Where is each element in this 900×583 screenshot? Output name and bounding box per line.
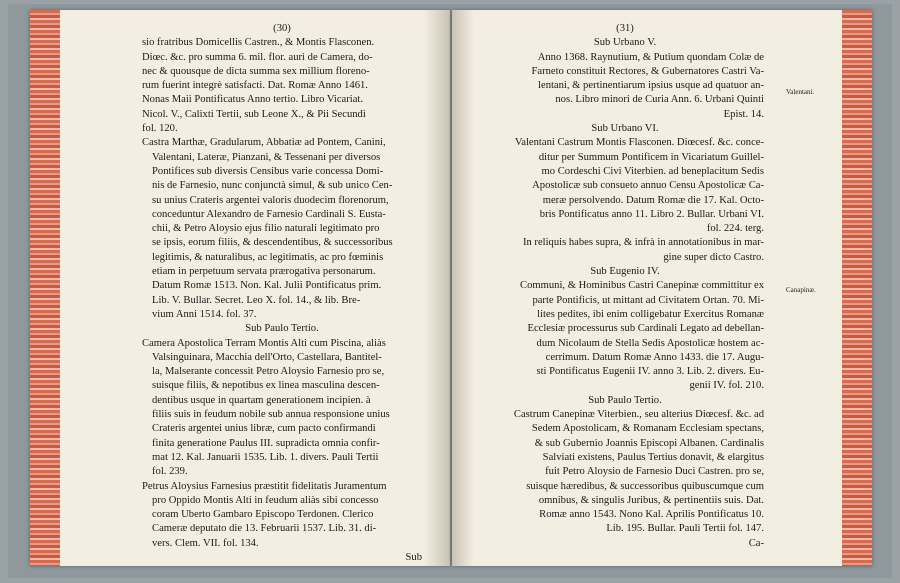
text-line: In reliquis habes supra, & infrà in annotationibus in mar- (522, 237, 764, 249)
right-page-red-edge (842, 10, 872, 566)
text-line: bris Pontificatus anno 11. Libro 2. Bullar. Urbani VI. (539, 208, 764, 220)
text-line: suisque hæredibus, & successoribus quibuscumque cum (526, 480, 764, 492)
text-line: sti Pontificatus Eugenii IV. anno 3. Lib. 2. divers. Eu- (536, 366, 764, 378)
text-line: gine super dicto Castro. (663, 251, 764, 263)
text-line: fuit Petro Aloysio de Farnesio Duci Castren. pro se, (545, 466, 764, 478)
text-line: Diœc. &c. pro summa 6. mil. flor. auri de Camera, do- (142, 51, 373, 63)
text-line: Valentani Castrum Montis Flasconen. Diœcesf. &c. conce- (514, 137, 764, 149)
text-line: ditur per Summum Pontificem in Vicariatum Guillel- (538, 151, 764, 163)
text-line: dum Nicolaum de Stella Sedis Apostolicæ hostem ac- (536, 337, 764, 349)
page-number: (31) (616, 23, 634, 34)
text-line: Sub Eugenio IV. (590, 266, 660, 278)
text-line: su unius Crateris argentei valoris duodecim florenorum, (152, 194, 389, 206)
text-line: Salviati existens, Paulus Tertius donavit, & elargitus (542, 451, 764, 463)
text-line: Cameræ deputato die 13. Februarii 1537. Lib. 31. di- (152, 523, 377, 535)
text-line: dentibus usque in quartam generationem incipien. à (152, 394, 371, 406)
margin-note: Valentani. (786, 88, 815, 96)
text-line: cerrimum. Datum Romæ Anno 1433. die 17. Augu- (545, 351, 764, 363)
text-line: Datum Romæ 1513. Non. Kal. Julii Pontificatus prim. (152, 280, 382, 292)
text-line: Castra Marthæ, Gradularum, Abbatiæ ad Pontem, Canini, (142, 137, 386, 149)
text-line: meræ persolvendo. Datum Romæ die 17. Kal. Octo- (542, 194, 764, 206)
gutter-shadow (452, 10, 474, 566)
text-line: lites pedites, ibi enim colligebatur Exercitus Romanæ (537, 308, 764, 320)
left-page-red-edge (30, 10, 60, 566)
text-line: nos. Libro minori de Curia Ann. 6. Urbani Quinti (555, 94, 764, 106)
text-line: Valentani, Lateræ, Pianzani, & Tessenani per diversos (152, 151, 381, 163)
catchword: Ca- (748, 537, 764, 549)
text-line: Communi, & Hominibus Castri Canepinæ committitur ex (520, 280, 764, 292)
text-line: se ipsis, eorum filiis, & descendentibus, & successoribus (152, 237, 393, 249)
right-page-text (486, 22, 764, 551)
text-line: Nicol. V., Calixti Tertii, sub Leone X., & Pii Secundi (142, 108, 366, 120)
left-page-text (142, 22, 422, 565)
text-line: lentani, & pertinentiarum ipsius usque ad quatuor an- (538, 80, 764, 92)
margin-note: Canapinæ. (786, 286, 816, 294)
text-line: Romæ anno 1543. Nono Kal. Aprilis Pontificatus 10. (539, 509, 764, 521)
text-line: Sub Paulo Tertio. (245, 323, 319, 335)
text-line: Lib. 195. Bullar. Pauli Tertii fol. 147. (606, 523, 764, 535)
text-line: nec & quousque de dicta summa sex millium floreno- (142, 65, 370, 77)
text-line: mat 12. Kal. Januarii 1535. Lib. 1. divers. Pauli Tertii (152, 451, 379, 463)
text-line: vium Anni 1514. fol. 37. (152, 308, 257, 320)
text-line: Epist. 14. (723, 108, 764, 120)
text-line: filiis suis in feudum nobile sub annua responsione unius (152, 409, 390, 421)
text-line: Castrum Canepinæ Viterbien., seu alterius Diœcesf. &c. ad (513, 409, 764, 421)
text-line: Camera Apostolica Terram Montis Alti cum Piscina, aliàs (142, 337, 386, 349)
text-line: Petrus Aloysius Farnesius præstitit fidelitatis Juramentum (142, 480, 387, 492)
text-line: Sedem Apostolicam, & Romanam Ecclesiam spectans, (531, 423, 764, 435)
text-line: fol. 239. (152, 466, 188, 478)
text-line: fol. 120. (142, 123, 178, 135)
text-line: sio fratribus Domicellis Castren., & Montis Flasconen. (142, 37, 375, 49)
text-line: fol. 224. terg. (706, 223, 764, 235)
text-line: Sub Paulo Tertio. (588, 394, 662, 406)
text-line: Sub Urbano V. (593, 37, 657, 49)
open-book (8, 4, 892, 578)
text-line: omnibus, & singulis Juribus, & pertinentiis suis. Dat. (538, 494, 764, 506)
text-line: Ecclesiæ processurus sub Cardinali Legato ad debellan- (527, 323, 764, 335)
text-line: Valsinguinara, Macchia dell'Orto, Castellara, Bantitel- (152, 351, 382, 363)
text-line: Apostolicæ sub consueto annuo Censu Apostolicæ Ca- (532, 180, 764, 192)
text-line: vers. Clem. VII. fol. 134. (152, 537, 259, 549)
text-line: parte Pontificis, ut mittant ad Civitatem Ortan. 70. Mi- (532, 294, 764, 306)
right-page (452, 10, 872, 566)
text-line: Anno 1368. Raynutium, & Putium quondam Colæ de (537, 51, 764, 63)
text-line: & sub Gubernio Joannis Episcopi Albanen. Cardinalis (534, 437, 764, 449)
catchword: Sub (405, 551, 422, 563)
text-line: pro Oppido Montis Alti in feudum aliàs sibi concesso (152, 494, 379, 506)
text-line: rum fuerint integrè satisfacti. Dat. Romæ Anno 1461. (142, 80, 368, 92)
gutter-shadow (424, 10, 450, 566)
text-line: Crateris argentei unius libræ, cum pacto confirmandi (152, 423, 376, 435)
text-line: legitimis, & naturalibus, ac legitimatis, ac pro fœminis (152, 251, 384, 263)
text-line: suisque filiis, & nepotibus ex linea masculina descen- (152, 380, 380, 392)
text-line: genii IV. fol. 210. (689, 380, 764, 392)
text-line: etiam in perpetuum servata prærogativa personarum. (152, 266, 376, 278)
left-page (30, 10, 450, 566)
text-line: Nonas Maii Pontificatus Anno tertio. Libro Vicariat. (142, 94, 364, 106)
text-line: coram Uberto Gambaro Episcopo Terdonen. Clerico (152, 509, 374, 521)
text-line: chii, & Petro Aloysio ejus filio naturali legitimato pro (152, 223, 380, 235)
text-line: conceduntur Alexandro de Farnesio Cardinali S. Eusta- (152, 208, 386, 220)
text-line: nis de Farnesio, nunc conjunctà simul, & sub unico Cen- (152, 180, 393, 192)
text-line: Farneto constituit Rectores, & Gubernatores Castri Va- (531, 65, 764, 77)
page-number: (30) (273, 23, 291, 34)
text-line: Pontifices sub diversis Censibus varie concessa Domi- (152, 165, 384, 177)
text-line: finita generatione Paulus III. supradicta omnia confir- (152, 437, 380, 449)
text-line: mo Cordeschi Civi Viterbien. ad beneplacitum Sedis (541, 165, 764, 177)
text-line: Lib. V. Bullar. Secret. Leo X. fol. 14., & lib. Bre- (152, 294, 361, 306)
text-line: Sub Urbano VI. (591, 123, 659, 135)
text-line: la, Malserante concessit Petro Aloysio Farnesio pro se, (152, 366, 385, 378)
